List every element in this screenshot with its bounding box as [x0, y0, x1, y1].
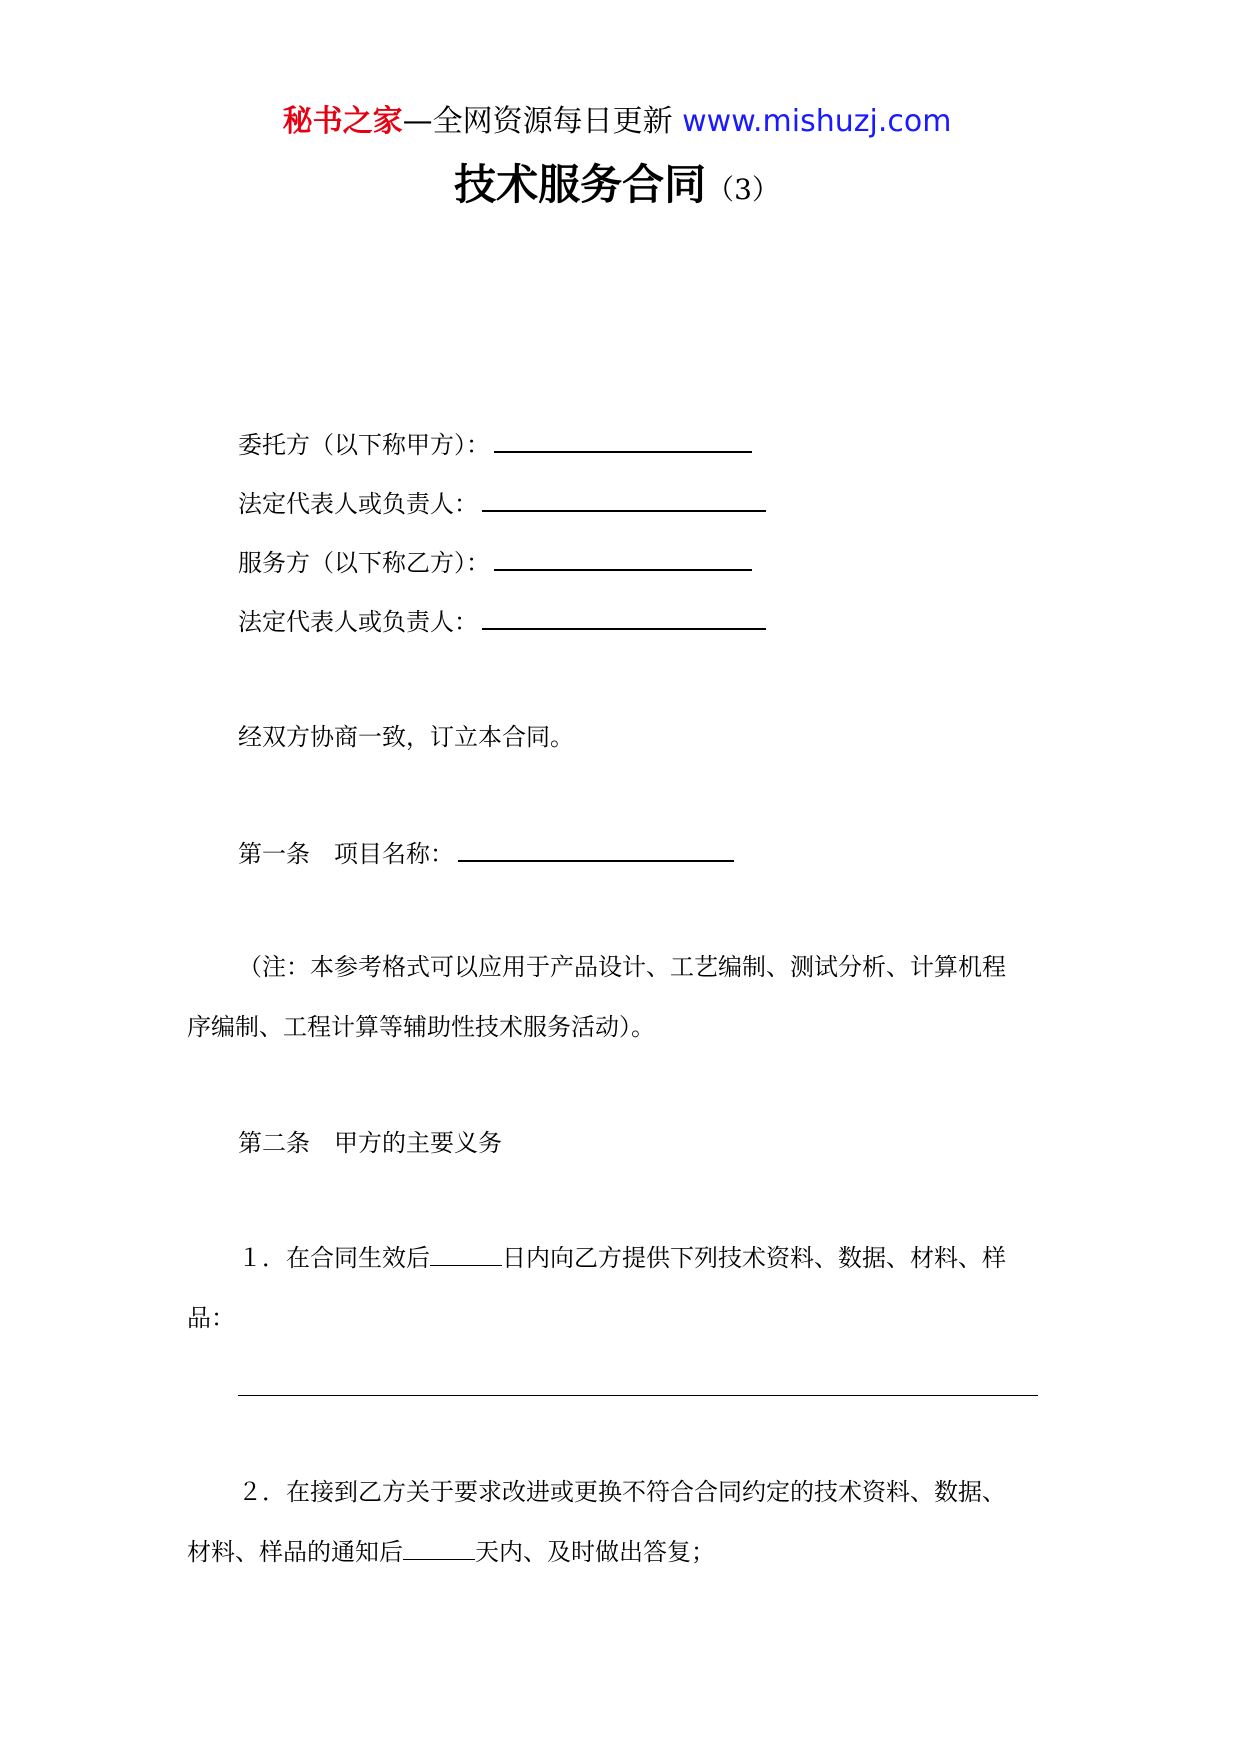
header-slogan: —全网资源每日更新 — [402, 104, 673, 139]
article-2-item-2-cont — [187, 1535, 715, 1569]
brand-name: 秘书之家 — [282, 104, 403, 139]
site-url-link[interactable]: www.mishuzj.com — [682, 104, 952, 139]
title-main: 技术服务合同 — [454, 160, 707, 209]
article-2-item-1 — [238, 1241, 1006, 1275]
days-blank[interactable] — [403, 1535, 475, 1560]
item-1-prefix: １．在合同生效后 — [238, 1244, 430, 1272]
document-title — [0, 152, 1234, 212]
note-line-2: 序编制、工程计算等辅助性技术服务活动）。 — [187, 1013, 655, 1041]
article-1 — [238, 834, 734, 871]
days-blank[interactable] — [430, 1241, 502, 1266]
article-2-item-1-cont: 品： — [187, 1304, 235, 1332]
fill-in-blank[interactable] — [494, 425, 752, 453]
item-1-suffix: 日内向乙方提供下列技术资料、数据、材料、样 — [502, 1244, 1006, 1272]
title-number: （3） — [706, 173, 780, 206]
site-header — [0, 102, 1234, 142]
article-2-heading: 第二条 甲方的主要义务 — [238, 1129, 502, 1157]
party-line-provider-rep — [238, 602, 766, 639]
materials-fill-line[interactable] — [238, 1395, 1038, 1396]
note-line-1: （注：本参考格式可以应用于产品设计、工艺编制、测试分析、计算机程 — [238, 953, 1006, 981]
party-label: 委托方（以下称甲方）： — [238, 431, 490, 459]
project-name-blank[interactable] — [458, 834, 734, 862]
party-line-provider — [238, 543, 752, 580]
article-2-item-2: ２．在接到乙方关于要求改进或更换不符合合同约定的技术资料、数据、 — [238, 1478, 1006, 1506]
item-2-suffix: 天内、及时做出答复； — [475, 1538, 715, 1566]
party-label: 服务方（以下称乙方）： — [238, 549, 490, 577]
party-line-client-rep — [238, 484, 766, 521]
fill-in-blank[interactable] — [494, 543, 752, 571]
fill-in-blank[interactable] — [482, 484, 766, 512]
item-2-prefix: 材料、样品的通知后 — [187, 1538, 403, 1566]
party-line-client — [238, 425, 752, 462]
agreement-statement: 经双方协商一致，订立本合同。 — [238, 723, 574, 751]
party-label: 法定代表人或负责人： — [238, 608, 478, 636]
fill-in-blank[interactable] — [482, 602, 766, 630]
article-1-label: 第一条 项目名称： — [238, 840, 454, 868]
party-label: 法定代表人或负责人： — [238, 490, 478, 518]
